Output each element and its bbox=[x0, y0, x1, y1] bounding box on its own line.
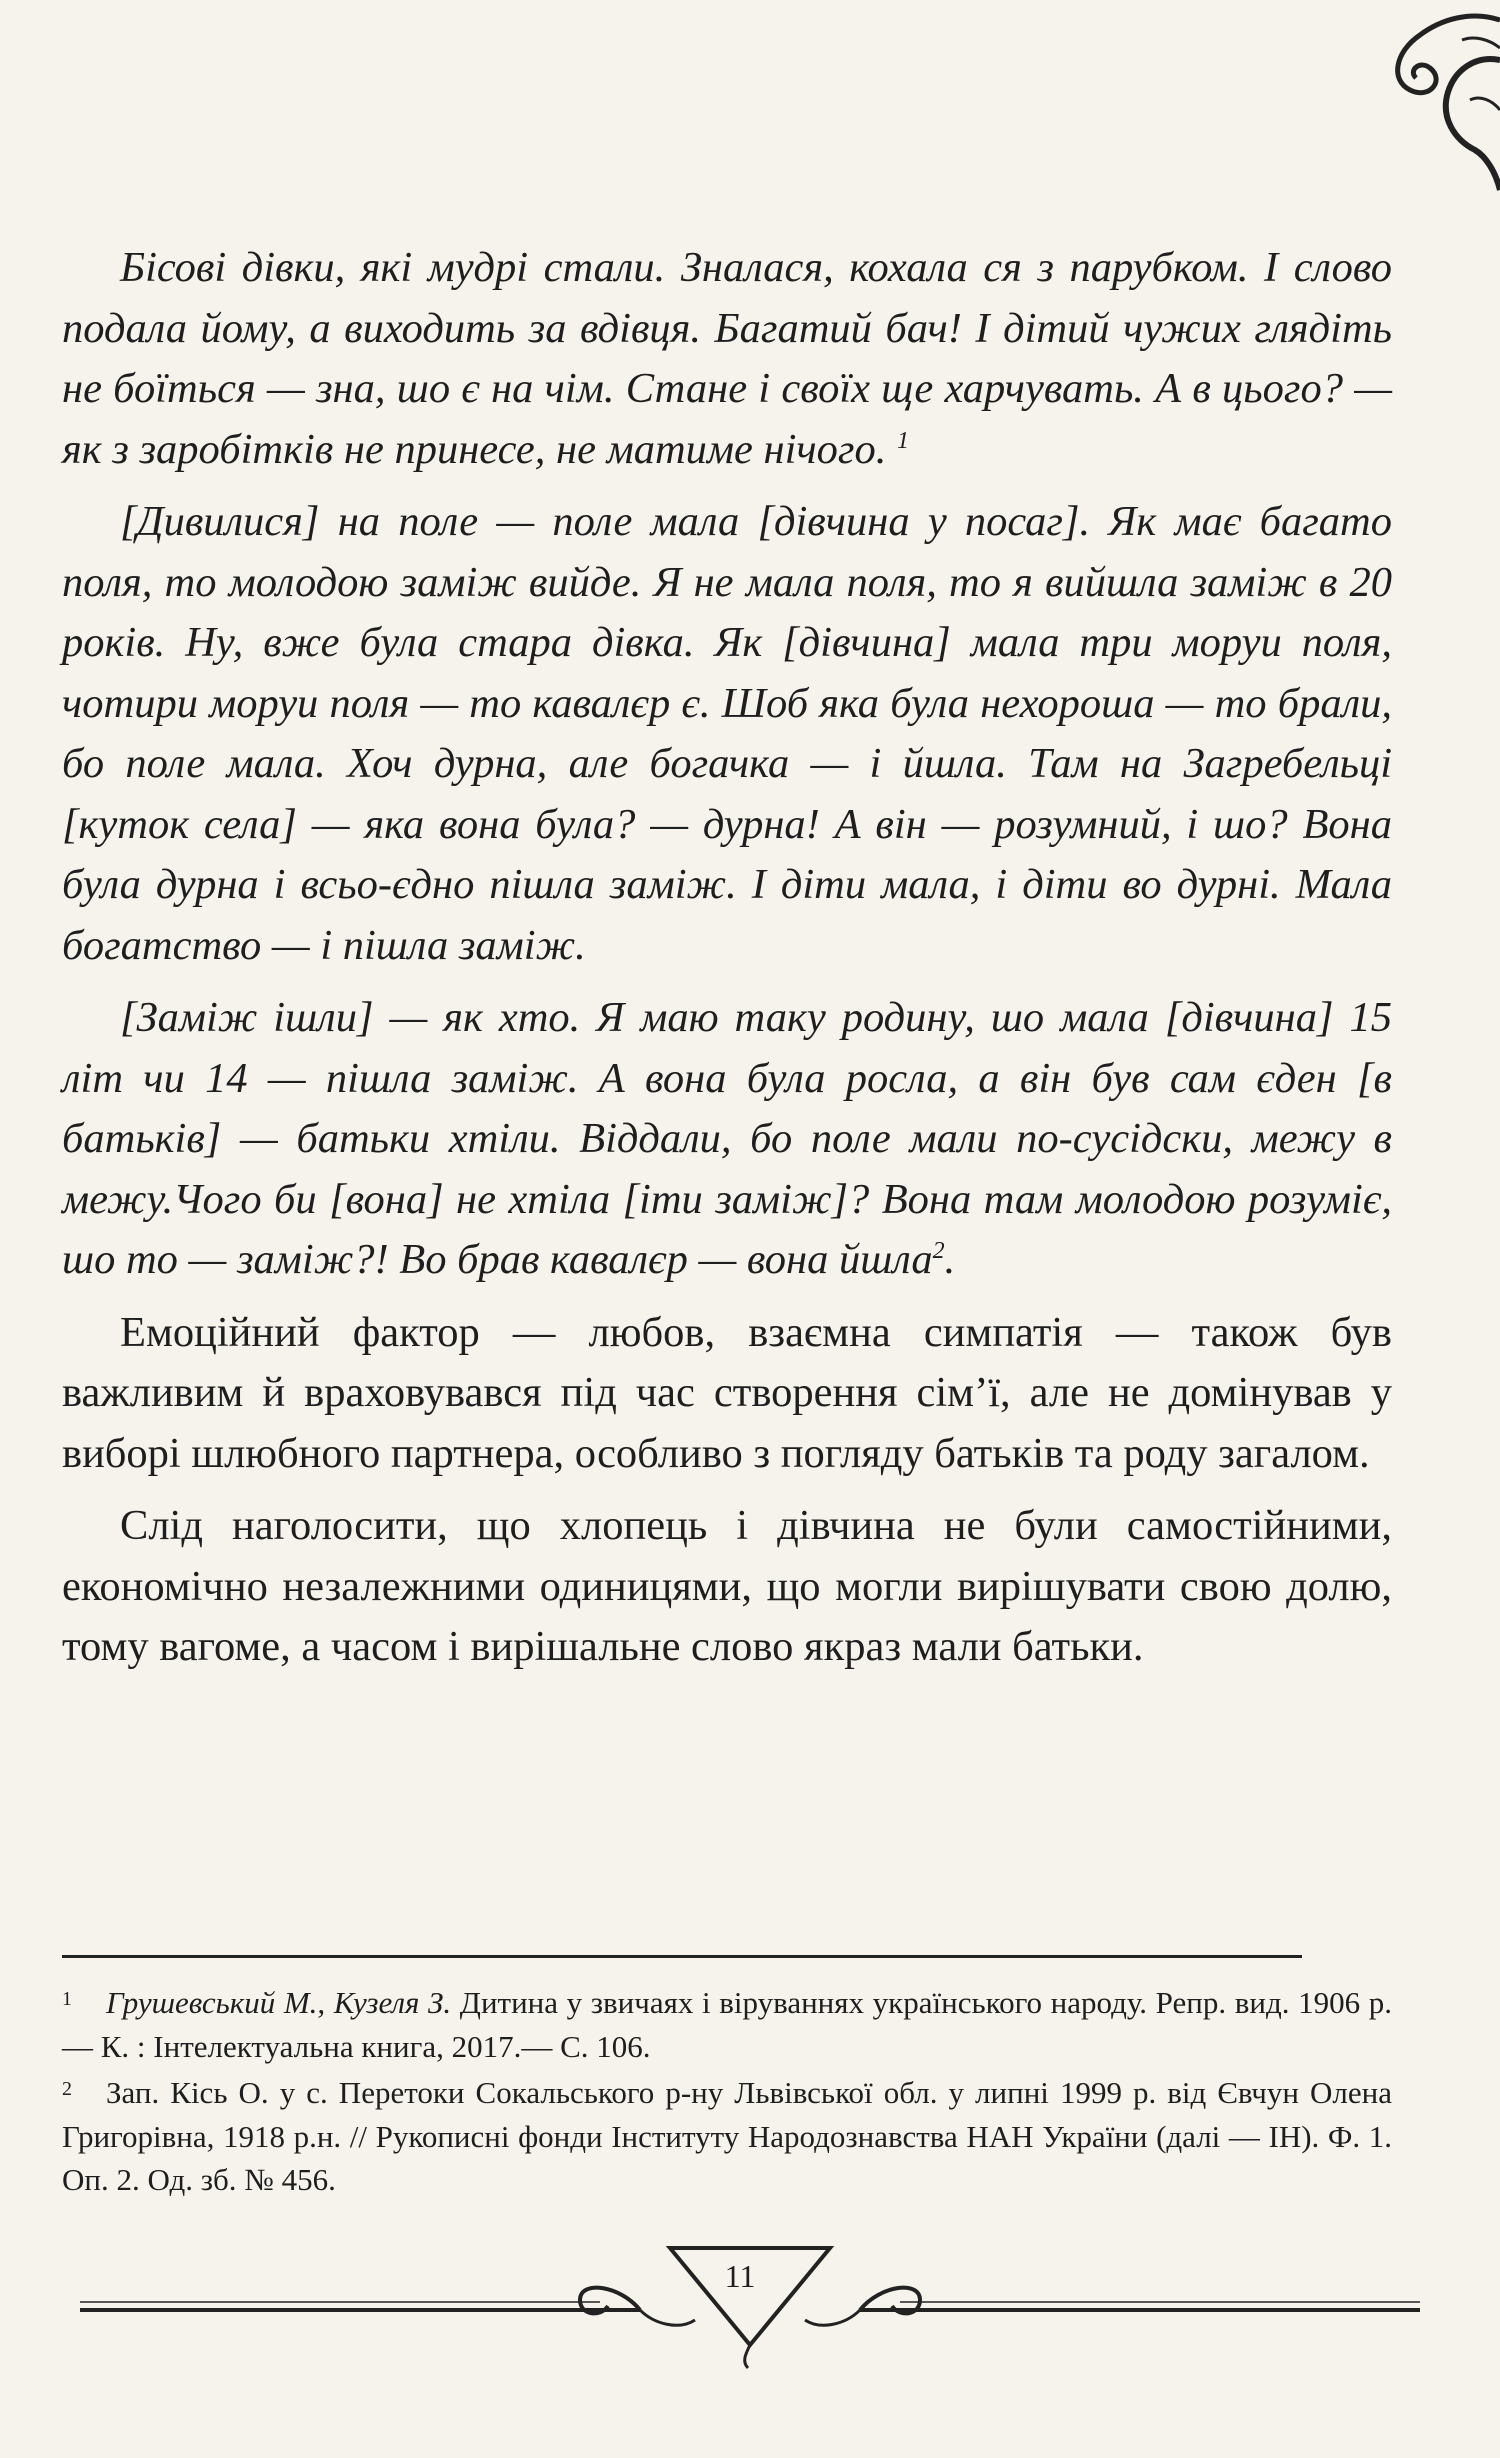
footnote-2 bbox=[62, 2068, 1392, 2202]
main-text bbox=[62, 238, 1392, 1678]
footnote-text: Дитина у звичаях і віруваннях українського народу. Репр. вид. 1906 р. — К. : Інтелектуальна книга, 2017.— С. 106. bbox=[62, 1985, 1393, 2064]
page-number: 11 bbox=[724, 2258, 756, 2294]
paragraph-2: [Дивилися] на поле — поле мала [дівчина у посаг]. Як має багато поля, то молодою заміж вийде. Я не мала поля, то я вийшла заміж в 20 років. Ну, вже була стара дівка. Як [дівчина] мала три моруи поля, чотири моруи поля — то кавалєр є. Шоб яка була нехороша — то брали, бо поле мала. Хоч дурна, але богачка — і йшла. Там на Загребельці [куток села] — яка вона була? — дурна! А він — розумний, і шо? Вона була дурна і всьо-єдно пішла заміж. І діти мала, і діти во дурні. Мала богатство — і пішла заміж. bbox=[62, 498, 1392, 969]
paragraph-1: Бісові дівки, які мудрі стали. Зналася, кохала ся з парубком. І слово подала йому, а виходить за вдівця. Багатий бач! І дітий чужих глядіть не боїться — зна, шо є на чім. Стане і своїх ще харчувать. А в цього? — як з заробітків не принесе, не матиме нічого. $^1$ bbox=[62, 244, 1392, 473]
footnote-author: Грушевський М., Кузеля З. bbox=[106, 1985, 452, 2020]
paragraph-3: [Заміж ішли] — як хто. Я маю таку родину, шо мала [дівчина] 15 літ чи 14 — пішла заміж. А вона була росла, а він був сам єден [в батьків] — батьки хтіли. Віддали, бо поле мали по-сусідски, межу в межу.Чого би [вона] не хтіла [іти заміж]? Вона там молодою розуміє, шо то — заміж?! Во брав кавалєр — вона йшла$^2$. bbox=[62, 994, 1392, 1283]
footnotes bbox=[62, 1978, 1392, 2202]
corner-flourish-icon bbox=[1270, 0, 1500, 200]
paragraph-4: Емоційний фактор — любов, взаємна симпатія — також був важливим й враховувався під час створення сім’ї, але не домінував у виборі шлюбного партнера, особливо з погляду батьків та роду загалом. bbox=[62, 1308, 1392, 1477]
footnote-ref-2[interactable]: 2 bbox=[932, 1237, 945, 1264]
footnote-ref-1[interactable]: 1 bbox=[897, 427, 909, 454]
paragraph-5: Слід наголосити, що хлопець і дівчина не були самостійними, економічно незалежними одиницями, що могли вирішувати свою долю, тому вагоме, а часом і вирішальне слово якраз мали батьки. bbox=[62, 1502, 1392, 1670]
footnote-number: 1 bbox=[62, 1988, 72, 2010]
footnote-1 bbox=[62, 1978, 1392, 2068]
footnote-text: Зап. Кісь О. у с. Перетоки Сокальського р-ну Львівської обл. у липні 1999 р. від Євчун Олена Григорівна, 1918 р.н. // Рукописні фонди Інституту Народознавства НАН України (далі — ІН). Ф. 1. Оп. 2. Од. зб. № 456. bbox=[62, 2075, 1392, 2197]
footnote-number: 2 bbox=[62, 2078, 72, 2100]
footnote-divider bbox=[62, 1955, 1302, 1958]
